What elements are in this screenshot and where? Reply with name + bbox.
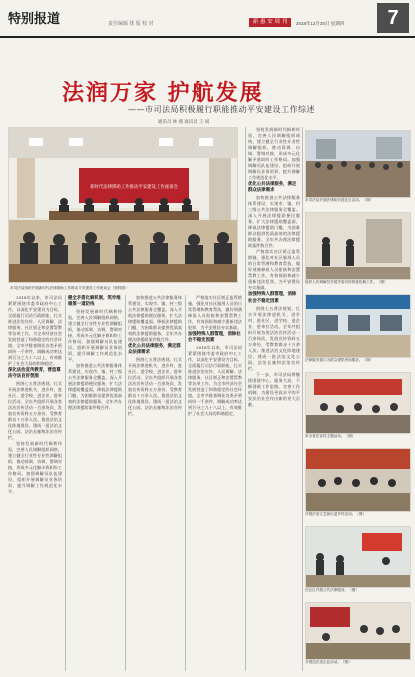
subheading-1: 深化法治宣传教育，营造尊法守法良好氛围 <box>8 368 61 380</box>
subheading-4: 加强特殊人群管理，消除社会不稳定因素 <box>188 332 241 344</box>
subheading-6: 加强特殊人群管理，消除社会不稳定因素 <box>248 292 297 304</box>
page-number: 7 <box>377 3 409 33</box>
body-column-2 <box>68 295 122 671</box>
photo-caption-4: 举办普法宣传主题活动。（图） <box>305 434 356 438</box>
photo-caption-5: 开展法治文艺演出进乡村活动。（图） <box>305 512 367 516</box>
photo-promotion-event <box>305 372 411 434</box>
photo-service-desk <box>305 294 411 358</box>
photo-caption-3: 法律服务窗口为群众提供咨询服务。（图） <box>305 358 374 362</box>
section-title: 特别报道 <box>8 12 61 27</box>
body-paragraph-8: 2018年以来，市司法局紧紧围绕市委市政府中心工作，以深化平安建设为目标，全面履行司法行政职能，扎实推进法治宣传、人民调解、法律服务、社区矫正和安置帮教等各项工作，为全市经济社会发展营造了和谐稳定的社会环境。全市共排查调处各类矛盾纠纷一千余件，调解成功率达到百分之九十八以上，有效维护了社会大局的和谐稳定。 <box>188 345 242 417</box>
header-rule <box>0 36 415 38</box>
body-paragraph-5: 加快推进公共法律服务体系建设，实现市、镇、村三级公共法律服务全覆盖。深入开展法律援助便民服务，扩大法律援助覆盖面，降低法律援助门槛，为困难群众提供优质高效的法律援助服务，全年共办理法律援助案件数百件。 <box>128 295 182 342</box>
main-meeting-photo <box>8 127 238 283</box>
byline: 通讯员 林 燕 通讯员 王 斌 <box>158 119 210 124</box>
subheading-2: 健全矛盾化解机制，筑牢维稳第一道防线 <box>68 296 121 308</box>
masthead-logo: 新 惠 安 周 刊 <box>249 18 291 27</box>
body-paragraph-12: 围绕七五普法规划，扎实开展法律进机关、进乡村、进社区、进学校、进企业、进单位活动，全年共组织开展各类法治宣传活动一百余场次，发放宣传资料五万余份，受教育群众十万余人次。推进法治文化阵地建设，建成一批法治文化公园、法治长廊和法治宣传栏。 <box>248 305 300 371</box>
meeting-room-illustration <box>9 128 237 282</box>
photo-caption-7: 开展送法进企业活动。（图） <box>305 660 352 664</box>
column-divider <box>125 295 126 671</box>
body-paragraph-10: 加快推进公共法律服务体系建设，实现市、镇、村三级公共法律服务全覆盖。深入开展法律援助便民服务，扩大法律援助覆盖面，降低法律援助门槛，为困难群众提供优质高效的法律援助服务，全年共办理法律援助案件数百件。 <box>248 195 300 249</box>
body-paragraph-2: 坚持发展新时代枫桥经验，完善人民调解组织网络，建立健全行业性专业性调解组织，推动诉调、访调、警调对接，形成多元化解矛盾纠纷工作格局。加强调解员队伍建设，组织开展调解员业务培训，提升调解工作规范化水平。 <box>8 441 62 495</box>
body-column-5 <box>248 127 300 671</box>
main-photo-caption: 市司法局组织开展新时代法律援助工作推动平安建设工作座谈会（资料图） <box>10 286 129 290</box>
column-divider <box>65 295 66 671</box>
body-paragraph-11: 严格落实社区矫正监管措施，强化对社区服刑人员的日常管理和教育帮扶，做好刑满释放人员衔接和安置帮教工作，有效预防和减少重新违法犯罪，为平安建设夯实基础。 <box>248 249 300 291</box>
body-paragraph-4: 加快推进公共法律服务体系建设，实现市、镇、村三级公共法律服务全覆盖。深入开展法律援助便民服务，扩大法律援助覆盖面，降低法律援助门槛，为困难群众提供优质高效的法律援助服务，全年共办理法律援助案件数百件。 <box>68 363 122 411</box>
body-paragraph-1: 围绕七五普法规划，扎实开展法律进机关、进乡村、进社区、进学校、进企业、进单位活动，全年共组织开展各类法治宣传活动一百余场次，发放宣传资料五万余份，受教育群众十万余人次。推进法治文化阵地建设，建成一批法治文化公园、法治长廊和法治宣传栏。 <box>8 381 62 441</box>
body-paragraph-3: 坚持发展新时代枫桥经验，完善人民调解组织网络，建立健全行业性专业性调解组织，推动诉调、访调、警调对接，形成多元化解矛盾纠纷工作格局。加强调解员队伍建设，组织开展调解员业务培训，提升调解工作规范化水平。 <box>68 309 122 363</box>
editor-credits: 责任编辑 排 版 校 对 <box>108 21 154 27</box>
column-divider <box>245 127 246 671</box>
subtitle: ——市司法局积极履行职能推动平安建设工作综述 <box>128 105 315 114</box>
column-divider <box>302 127 303 671</box>
subheading-3: 优化公共法律服务，满足群众法律需求 <box>128 344 181 356</box>
headline: 法润万家 护航发展 <box>62 81 264 106</box>
body-paragraph-intro: 2018年以来，市司法局紧紧围绕市委市政府中心工作，以深化平安建设为目标，全面履行司法行政职能，扎实推进法治宣传、人民调解、法律服务、社区矫正和安置帮教等各项工作，为全市经济社会发展营造了和谐稳定的社会环境。全市共排查调处各类矛盾纠纷一千余件，调解成功率达到百分之九十八以上，有效维护了社会大局的和谐稳定。 <box>8 295 62 366</box>
body-paragraph-9: 坚持发展新时代枫桥经验，完善人民调解组织网络，建立健全行业性专业性调解组织，推动诉调、访调、警调对接，形成多元化解矛盾纠纷工作格局。加强调解员队伍建设，组织开展调解员业务培训，提升调解工作规范化水平。 <box>248 127 300 180</box>
meeting-banner-text: 新时代法律援助工作推动平安建设工作座谈会 <box>90 185 178 190</box>
photo-caption-1: 市司法局开展法律知识进社区活动。（图） <box>305 198 374 202</box>
photo-enterprise-visit <box>305 602 411 660</box>
body-paragraph-closing: 下一步，市司法局将继续围绕中心、服务大局，不断创新工作思路，完善工作机制，为建设更高水平的平安法治社会作出新的更大贡献。 <box>248 371 300 407</box>
body-column-1 <box>8 295 62 671</box>
photo-caption-6: 在社区开展公共法律服务。（图） <box>305 588 359 592</box>
photo-people-outdoor <box>305 212 411 280</box>
subheading-5: 优化公共法律服务，满足群众法律需求 <box>248 182 297 194</box>
body-column-4 <box>188 295 242 671</box>
photo-caption-2: 组织人民调解员开展矛盾纠纷排查化解工作。（图） <box>305 280 388 284</box>
body-column-3 <box>128 295 182 671</box>
body-paragraph-7: 严格落实社区矫正监管措施，强化对社区服刑人员的日常管理和教育帮扶，做好刑满释放人员衔接和安置帮教工作，有效预防和减少重新违法犯罪，为平安建设夯实基础。 <box>188 295 242 330</box>
issue-date: 2018年12月20日 星期四 <box>296 21 345 26</box>
photo-community-service <box>305 526 411 588</box>
column-divider <box>185 295 186 671</box>
photo-street-crowd <box>305 130 411 198</box>
photo-stage-performance <box>305 448 411 512</box>
page-header <box>0 0 415 38</box>
body-paragraph-6: 围绕七五普法规划，扎实开展法律进机关、进乡村、进社区、进学校、进企业、进单位活动，全年共组织开展各类法治宣传活动一百余场次，发放宣传资料五万余份，受教育群众十万余人次。推进法治文化阵地建设，建成一批法治文化公园、法治长廊和法治宣传栏。 <box>128 357 182 417</box>
